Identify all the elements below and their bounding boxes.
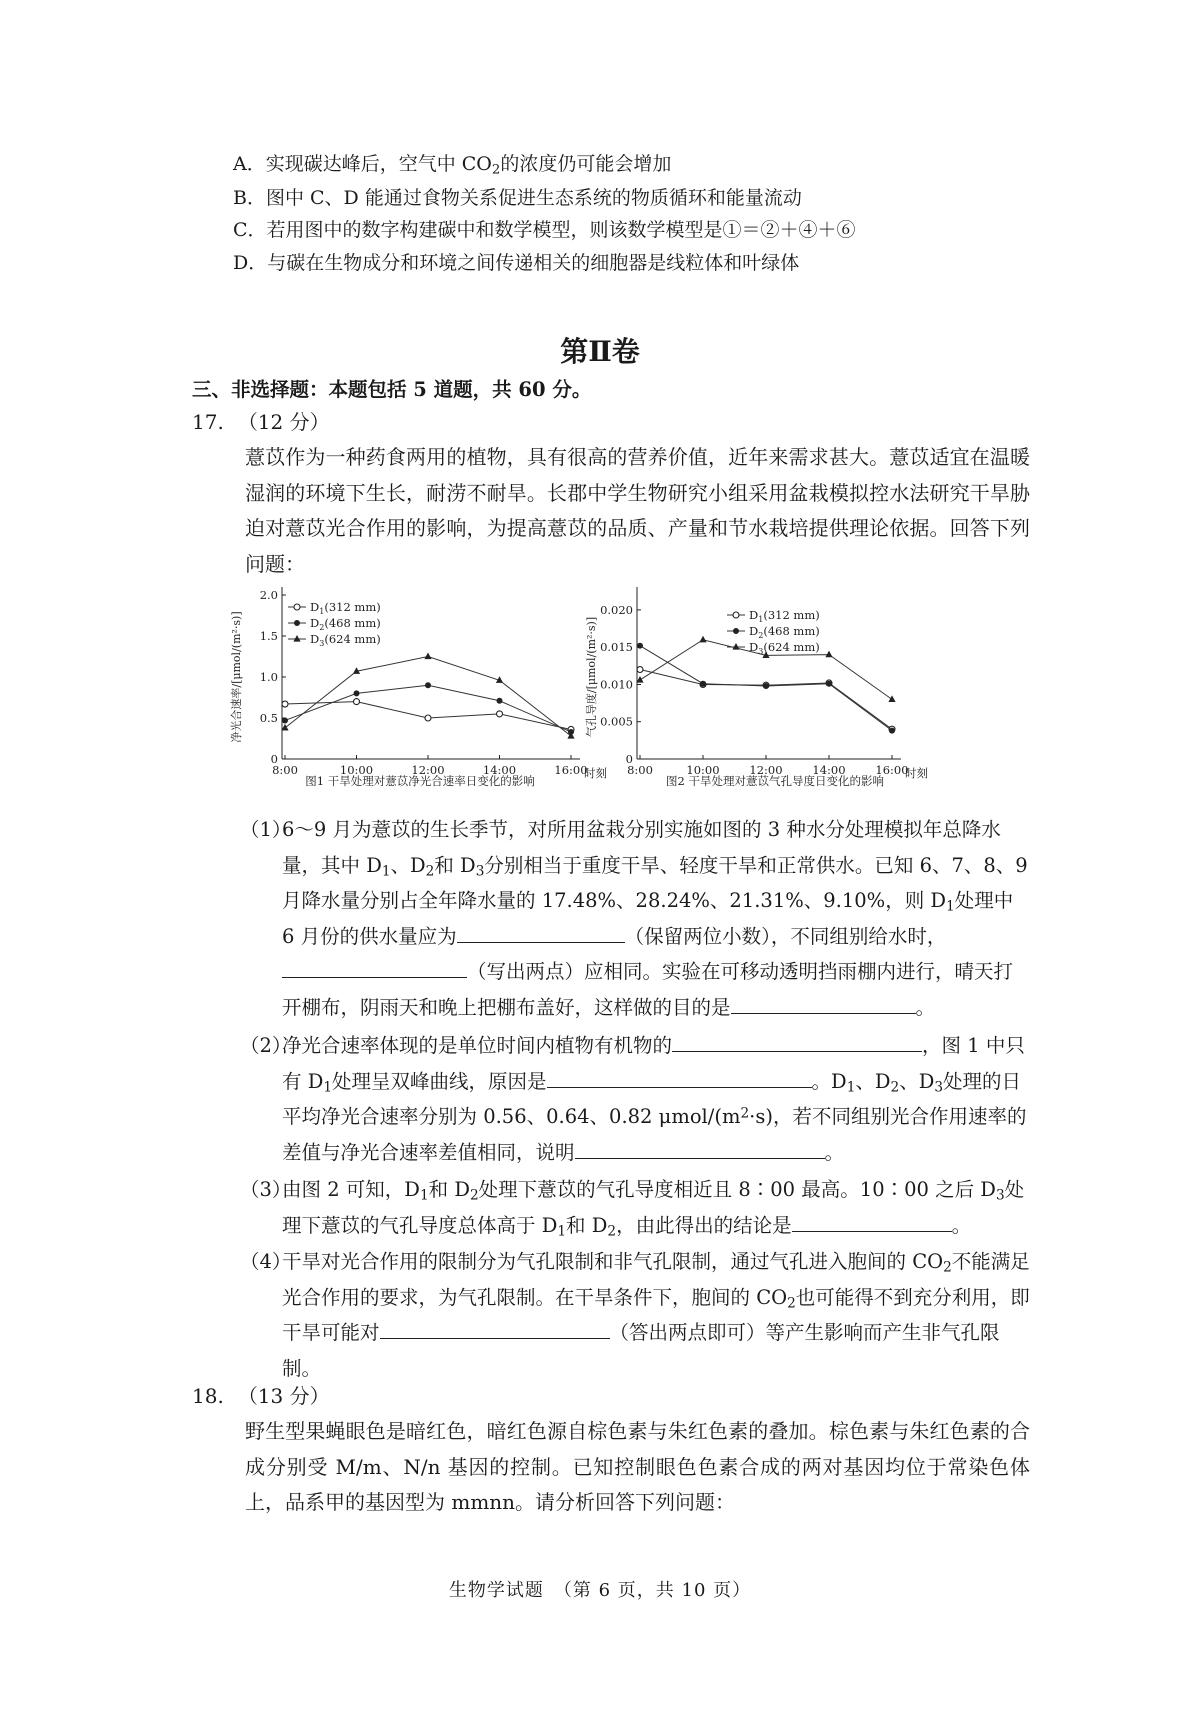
answer-blank[interactable] [792,1213,952,1232]
answer-blank[interactable] [575,1140,825,1159]
x-axis-label: 时刻 [905,766,928,780]
data-point [282,701,288,707]
y-axis-label: 气孔导度/[μmol/(m²·s)] [585,616,598,738]
subquestion-1: （1） 6～9 月为薏苡的生长季节，对所用盆栽分别实施如图的 3 种水分处理模拟年总降水量，其中 $D_1$、$D_2$和 $D_3$分别相当于重度干旱、轻度干旱和正常供水。已知 6、7、8、9 月降水量分别占全年降水量的 17.48%、28.24%、21.31%、9.10%，则 $D_1$处理中 6 月份的供水量应为 （保留两位小数），不同组别给水时，（写出两点）应相同。实验在可移动透明挡雨棚内进行，晴天打开棚布，阴雨天和晚上把棚布盖好，这样做的目的是 。 [240,818,1028,1019]
figure-caption: 图2 干旱处理对薏苡气孔导度日变化的影响 [666,774,884,788]
y-tick-label: 0.020 [600,602,633,617]
answer-blank[interactable] [282,959,467,978]
y-tick-label: 1.5 [259,629,278,643]
answer-blank[interactable] [380,1320,610,1339]
x-tick-label: 16:00 [875,763,909,777]
figure-caption: 图1 干旱处理对薏苡净光合速率日变化的影响 [305,774,535,788]
legend-marker [294,604,300,610]
data-point [425,715,431,721]
legend-marker [293,635,300,642]
subquestion-2: （2） 净光合速率体现的是单位时间内植物有机物的 ，图 1 中只有 $D_1$处理呈双峰曲线，原因是 。$D_1$、$D_2$、$D_3$处理的日平均净光合速率分别为 0.56、0.64、0.82 μmol/$(m^2\cdot s)$，若不同组别光合作用速率的差值与净光合速率差值相同，说明 。 [240,1034,1027,1164]
figure-1 [230,587,607,788]
legend-label-0: $D_1(312$ mm) [310,600,381,616]
x-tick-label: 8:00 [272,763,298,777]
page-footer: 生物学试题 （第 6 页，共 10 页） [448,1580,752,1601]
figure-2 [584,587,928,788]
series-line-0 [640,670,892,730]
y-axis-label: 净光合速率/[μmol/(m²·s)] [230,611,243,743]
y-tick-label: 0.5 [259,711,278,725]
data-point [826,681,832,687]
legend-marker [294,620,300,626]
data-point [889,728,895,734]
legend-label-0: $D_1(312$ mm) [749,608,820,624]
y-tick-label: 0.015 [600,640,633,655]
x-tick-label: 12:00 [411,763,445,777]
legend-label-2: $D_3(624$ mm) [749,640,820,656]
question-18-number: 18. （13 分） [192,1384,330,1408]
data-point [637,667,643,673]
legend-label-2: $D_3(624$ mm) [310,632,381,648]
data-point [497,711,503,717]
section-heading: 三、非选择题：本题包括 5 道题，共 60 分。 [192,378,592,401]
legend-marker [732,643,739,650]
subquestion-4: （4） 干旱对光合作用的限制分为气孔限制和非气孔限制，通过气孔进入胞间的 $CO_2$不能满足光合作用的要求，为气孔限制。在干旱条件下，胞间的 $CO_2$也可能得不到充分利用，即干旱可能对 （答出两点即可）等产生影响而产生非气孔限制。 [240,1250,1030,1380]
legend-marker [733,628,739,634]
data-point [497,698,503,704]
y-tick-label: 0.005 [600,714,633,729]
data-point [282,717,288,723]
x-tick-label: 16:00 [554,763,588,777]
option-d: D．与碳在生物成分和环境之间传递相关的细胞器是线粒体和叶绿体 [233,252,800,274]
x-tick-label: 14:00 [812,763,846,777]
x-tick-label: 12:00 [749,763,783,777]
data-point [424,653,431,660]
question-18-intro: 野生型果蝇眼色是暗红色，暗红色源自棕色素与朱红色素的叠加。棕色素与朱红色素的合成分别受 M/m、N/n 基因的控制。已知控制眼色色素合成的两对基因均位于常染色体上，品系甲的基因型为 mmnn。请分析回答下列问题： [245,1419,1030,1514]
data-point [425,682,431,688]
volume-title: 第Ⅱ卷 [560,335,640,368]
x-tick-label: 8:00 [627,763,653,777]
data-point [825,651,832,658]
series-line-1 [285,685,571,732]
legend-label-1: $D_2(468$ mm) [310,616,381,632]
legend-marker [733,612,739,618]
x-tick-label: 10:00 [339,763,374,777]
answer-blank[interactable] [457,924,625,943]
data-point [354,690,360,696]
answer-blank[interactable] [731,995,916,1014]
data-point [354,699,360,705]
y-tick-label: 1.0 [259,670,278,684]
y-tick-label: 0.010 [600,677,633,692]
x-axis-label: 时刻 [584,766,607,780]
y-tick-label: 0 [625,752,633,766]
option-c: C．若用图中的数字构建碳中和数学模型，则该数学模型是①＝②＋④＋⑥ [233,219,856,241]
x-tick-label: 10:00 [686,763,720,777]
answer-blank[interactable] [547,1069,812,1088]
data-point [888,695,895,702]
x-tick-label: 14:00 [482,763,517,777]
option-a: A．实现碳达峰后，空气中 $CO_2$的浓度仍可能会增加 [233,153,672,178]
question-17-intro: 薏苡作为一种药食两用的植物，具有很高的营养价值，近年来需求甚大。薏苡适宜在温暖湿润的环境下生长，耐涝不耐旱。长郡中学生物研究小组采用盆栽模拟控水法研究干旱胁迫对薏苡光合作用的影响，为提高薏苡的品质、产量和节水栽培提供理论依据。回答下列问题： [245,445,1030,576]
y-tick-label: 2.0 [259,588,278,602]
y-tick-label: 0 [270,752,278,766]
series-line-2 [285,657,571,737]
data-point [700,681,706,687]
data-point [763,683,769,689]
figures [230,585,950,800]
answer-blank[interactable] [672,1033,922,1052]
data-point [699,636,706,643]
question-17-number: 17. （12 分） [192,410,330,434]
data-point [637,643,643,649]
legend-label-1: $D_2(468$ mm) [749,624,820,640]
subquestion-3: （3） 由图 2 可知，$D_1$和 $D_2$处理下薏苡的气孔导度相近且 8∶00 最高。10∶00 之后 $D_3$处理下薏苡的气孔导度总体高于 $D_1$和 $D_2$，由此得出的结论是 。 [240,1178,1025,1239]
option-b: B．图中 C、D 能通过食物关系促进生态系统的物质循环和能量流动 [233,187,802,209]
